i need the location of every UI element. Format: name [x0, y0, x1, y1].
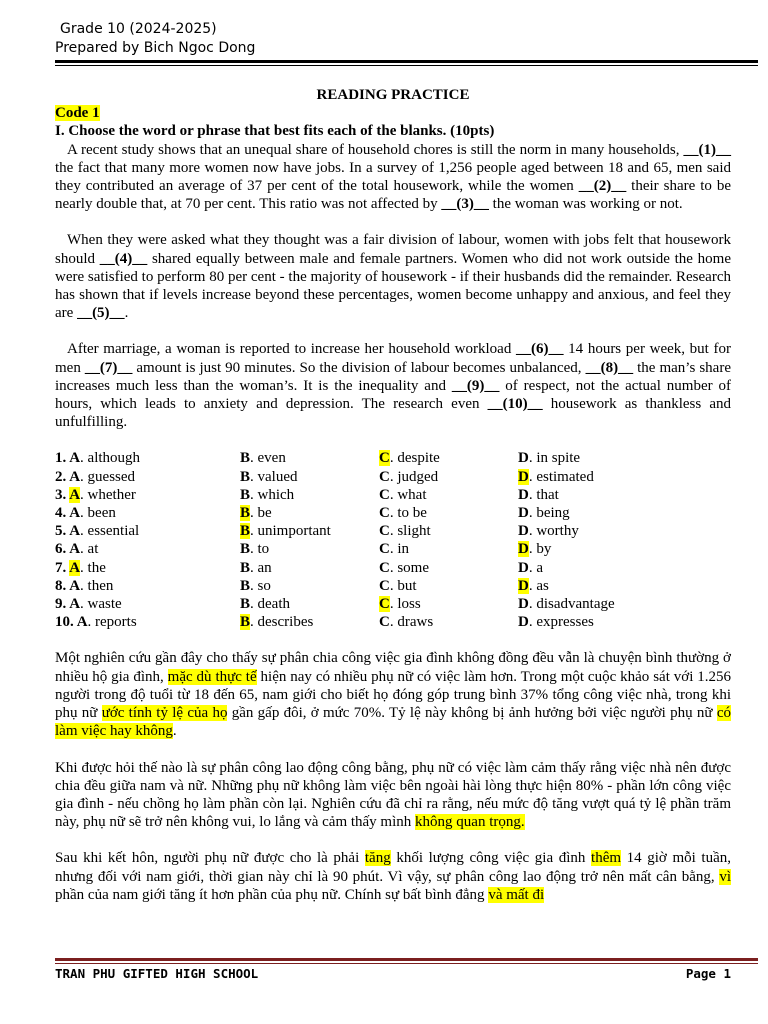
option-cell: [518, 486, 718, 504]
option-row: [55, 559, 718, 577]
option-text: . judged: [389, 468, 439, 485]
option-text: . to be: [389, 505, 427, 522]
option-row: [55, 449, 718, 467]
option-letter: A: [76, 614, 88, 631]
passage-paragraph: [55, 340, 731, 431]
option-cell: [55, 522, 240, 540]
text-run: the man’s share increases much less than the woman’s. It is the inequality and: [55, 359, 731, 394]
translation-paragraph: [55, 759, 731, 832]
highlighted-text: vì: [719, 868, 731, 885]
option-text: . even: [250, 450, 286, 467]
option-text: . waste: [80, 596, 122, 613]
option-text: . guessed: [80, 468, 136, 485]
option-letter: C: [379, 577, 390, 594]
option-text: . loss: [389, 596, 421, 613]
option-text: . although: [80, 450, 141, 467]
option-cell: [518, 449, 718, 467]
text-run: .: [172, 723, 177, 740]
page-footer: [55, 966, 731, 981]
option-text: . reports: [87, 614, 137, 631]
blank-marker: __(4)__: [99, 250, 148, 267]
option-letter: D: [518, 523, 529, 540]
option-letter: A: [69, 486, 81, 503]
option-cell: [518, 613, 718, 631]
option-text: . an: [250, 559, 272, 576]
highlighted-text: không quan trọng.: [415, 814, 525, 831]
section-title: I. Choose the word or phrase that best fits each of the blanks. (10pts): [55, 123, 495, 140]
option-letter: D: [518, 541, 529, 558]
option-letter: C: [379, 541, 390, 558]
option-text: . at: [80, 541, 99, 558]
option-letter: D: [518, 596, 529, 613]
option-text: . valued: [250, 468, 298, 485]
option-cell: [240, 613, 379, 631]
option-cell: [518, 468, 718, 486]
option-text: . then: [80, 577, 114, 594]
option-text: . by: [528, 541, 552, 558]
option-letter: C: [379, 450, 390, 467]
option-cell: [518, 595, 718, 613]
highlighted-text: có làm việc hay không: [55, 705, 731, 740]
text-run: 14 hours per week, but for men: [55, 341, 731, 376]
question-number: 5.: [55, 523, 70, 540]
footer-rule-thin: [55, 963, 758, 964]
highlighted-text: và mất đi: [488, 886, 545, 903]
header-grade: Grade 10 (2024-2025): [60, 21, 217, 37]
option-text: . slight: [389, 523, 431, 540]
header-rule-thin: [55, 65, 758, 66]
option-cell: [240, 468, 379, 486]
footer-school: TRAN PHU GIFTED HIGH SCHOOL: [55, 966, 259, 981]
option-text: . describes: [250, 614, 314, 631]
option-letter: B: [240, 505, 251, 522]
option-cell: [379, 486, 518, 504]
option-letter: D: [518, 450, 529, 467]
text-run: 14 giờ mỗi tuần, nhưng đối với nam giới, thời gian này chỉ là 90 phút. Vì vậy, sự phân công lao động trở nên mất cân bằng,: [55, 850, 731, 885]
option-letter: B: [240, 577, 251, 594]
question-number: 1.: [55, 450, 70, 467]
option-cell: [240, 522, 379, 540]
blank-marker: __(2)__: [578, 178, 627, 195]
option-letter: A: [69, 559, 81, 576]
spacer: [55, 631, 731, 649]
option-letter: A: [69, 523, 81, 540]
translation-paragraph: [55, 649, 731, 740]
option-text: . disadvantage: [528, 596, 615, 613]
option-letter: C: [379, 559, 390, 576]
option-cell: [518, 559, 718, 577]
text-run: Một nghiên cứu gần đây cho thấy sự phân chia công việc gia đình không đồng đều vẫn là chuyện bình thường ở nhiều hộ gia đình,: [55, 650, 731, 685]
options-table: [55, 449, 718, 631]
text-run: A recent study shows that an unequal share of household chores is still the norm in many households,: [67, 141, 684, 158]
option-letter: D: [518, 486, 529, 503]
option-text: . in spite: [528, 450, 581, 467]
option-letter: B: [240, 523, 251, 540]
option-cell: [240, 486, 379, 504]
option-text: . which: [250, 486, 295, 503]
option-text: . worthy: [528, 523, 579, 540]
option-cell: [240, 449, 379, 467]
text-run: Khi được hỏi thế nào là sự phân công lao động công bằng, phụ nữ có việc làm cảm thấy rằng việc nhà nên được chia đều giữa nam và nữ. Những phụ nữ không làm việc bên ngoài hài lòng thực hiện 80% - phần lớn công việc gia đình - nếu chồng họ làm phần còn lại. Nghiên cứu đã chỉ ra rằng, nếu mức độ tăng vượt quá tỷ lệ phần trăm này, phụ nữ sẽ trở nên không vui, lo lắng và cảm thấy mình: [55, 759, 731, 831]
option-letter: D: [518, 468, 529, 485]
highlighted-text: mặc dù thực tế: [167, 668, 257, 685]
option-text: . what: [389, 486, 427, 503]
question-number: 6.: [55, 541, 70, 558]
question-number: 4.: [55, 505, 70, 522]
option-letter: B: [240, 468, 251, 485]
option-cell: [379, 595, 518, 613]
option-letter: B: [240, 614, 251, 631]
option-text: . but: [389, 577, 417, 594]
translation-paragraph: [55, 849, 731, 904]
question-number: 9.: [55, 596, 70, 613]
spacer: [55, 431, 731, 449]
option-letter: C: [379, 614, 390, 631]
passage-paragraph: [55, 141, 731, 214]
option-letter: C: [379, 505, 390, 522]
text-run: Sau khi kết hôn, người phụ nữ được cho là phải: [55, 850, 365, 867]
option-cell: [379, 468, 518, 486]
option-cell: [379, 522, 518, 540]
option-cell: [55, 559, 240, 577]
option-cell: [55, 486, 240, 504]
option-cell: [518, 540, 718, 558]
option-cell: [55, 613, 240, 631]
option-text: . as: [528, 577, 549, 594]
text-run: the woman was working or not.: [488, 196, 683, 213]
option-letter: A: [69, 596, 81, 613]
blank-marker: __(7)__: [84, 359, 133, 376]
option-letter: C: [379, 523, 390, 540]
text-run: After marriage, a woman is reported to increase her household workload: [67, 341, 516, 358]
option-row: [55, 522, 718, 540]
option-letter: A: [69, 450, 81, 467]
highlighted-text: ước tính tỷ lệ của họ: [101, 705, 228, 722]
option-cell: [379, 559, 518, 577]
option-letter: B: [240, 450, 251, 467]
option-letter: D: [518, 577, 529, 594]
option-text: . in: [389, 541, 410, 558]
page-header: [55, 20, 255, 58]
spacer: [55, 831, 731, 849]
option-cell: [55, 540, 240, 558]
option-cell: [518, 577, 718, 595]
highlighted-text: thêm: [591, 850, 622, 867]
header-rule-thick: [55, 60, 758, 63]
option-text: . estimated: [528, 468, 594, 485]
option-text: . to: [250, 541, 270, 558]
text-run: gần gấp đôi, ở mức 70%. Tỷ lệ này không bị ảnh hưởng bởi việc người phụ nữ: [227, 705, 717, 722]
option-cell: [55, 595, 240, 613]
option-letter: A: [69, 541, 81, 558]
blank-marker: __(1)__: [683, 141, 731, 158]
question-number: 8.: [55, 577, 70, 594]
option-text: . the: [80, 559, 106, 576]
option-cell: [379, 540, 518, 558]
option-text: . been: [80, 505, 116, 522]
option-row: [55, 468, 718, 486]
option-letter: B: [240, 486, 251, 503]
option-letter: C: [379, 468, 390, 485]
option-row: [55, 613, 718, 631]
text-run: the fact that many more women now have jobs. In a survey of 1,256 people aged between 18 and 65, men said they contributed an average of 37 per cent of the total housework, while the women: [55, 159, 731, 195]
spacer: [55, 322, 731, 340]
option-cell: [518, 504, 718, 522]
option-cell: [55, 504, 240, 522]
option-cell: [379, 613, 518, 631]
option-cell: [55, 468, 240, 486]
option-text: . expresses: [528, 614, 594, 631]
option-cell: [55, 577, 240, 595]
reading-passage: [55, 141, 731, 432]
question-number: 10.: [55, 614, 77, 631]
spacer: [55, 213, 731, 231]
option-text: . some: [389, 559, 430, 576]
option-row: [55, 577, 718, 595]
blank-marker: __(8)__: [585, 359, 634, 376]
option-cell: [379, 449, 518, 467]
option-cell: [240, 504, 379, 522]
option-text: . whether: [80, 486, 136, 503]
code-label-text: Code 1: [55, 105, 100, 122]
text-run: housework as thankless and unfulfilling.: [55, 396, 731, 431]
passage-paragraph: [55, 231, 731, 322]
document-body: [55, 86, 731, 904]
option-cell: [55, 449, 240, 467]
option-text: . unimportant: [250, 523, 331, 540]
option-letter: C: [379, 596, 390, 613]
code-label: [55, 104, 731, 122]
option-cell: [379, 577, 518, 595]
option-text: . a: [528, 559, 544, 576]
option-cell: [518, 522, 718, 540]
blank-marker: __(6)__: [516, 341, 564, 358]
option-cell: [240, 540, 379, 558]
option-letter: D: [518, 614, 529, 631]
text-run: phần của nam giới tăng ít hơn phần của phụ nữ. Chính sự bất bình đẳng: [55, 886, 489, 903]
text-run: hiện nay có nhiều phụ nữ có việc làm hơn. Trong một cuộc khảo sát với 1.256 người trong độ tuổi từ 18 đến 65, nam giới cho biết họ đóng góp trung bình 37% tổng công việc nhà, trong khi phụ nữ: [55, 668, 732, 722]
option-row: [55, 595, 718, 613]
question-number: 2.: [55, 468, 70, 485]
text-run: of respect, not the actual number of hours, which leads to anxiety and depression. The research even: [55, 377, 731, 413]
blank-marker: __(5)__: [77, 305, 125, 322]
blank-marker: __(9)__: [451, 377, 500, 394]
question-number: 7.: [55, 559, 70, 576]
text-run: When they were asked what they thought was a fair division of labour, women with jobs felt that housework should: [55, 232, 731, 267]
option-letter: B: [240, 559, 251, 576]
option-letter: A: [69, 505, 81, 522]
option-text: . so: [250, 577, 271, 594]
option-letter: A: [69, 577, 81, 594]
option-text: . draws: [389, 614, 434, 631]
page-title: READING PRACTICE: [316, 87, 470, 103]
option-letter: B: [240, 596, 251, 613]
option-text: . despite: [389, 450, 440, 467]
option-cell: [240, 577, 379, 595]
text-run: their share to be nearly double that, at 70 per cent. This ratio was not affected by: [55, 178, 731, 213]
option-text: . essential: [80, 523, 140, 540]
option-letter: D: [518, 505, 529, 522]
question-number: 3.: [55, 486, 70, 503]
option-cell: [379, 504, 518, 522]
option-letter: C: [379, 486, 390, 503]
option-letter: A: [69, 468, 81, 485]
option-text: . be: [250, 505, 272, 522]
option-row: [55, 504, 718, 522]
blank-marker: __(3)__: [441, 196, 489, 213]
footer-rule-thick: [55, 958, 758, 961]
option-letter: D: [518, 559, 529, 576]
option-cell: [240, 595, 379, 613]
option-text: . death: [250, 596, 290, 613]
header-author: Prepared by Bich Ngoc Dong: [55, 40, 256, 56]
option-cell: [240, 559, 379, 577]
translation-passage: [55, 649, 731, 903]
option-row: [55, 486, 718, 504]
option-text: . being: [528, 505, 570, 522]
text-run: shared equally between male and female partners. Women who did not work outside the home were satisfied to perform 80 per cent - the majority of housework - if their husbands did the remainder. Research has shown that if levels increase beyond these percentages, women become unhappy and anxious, and feel they are: [55, 250, 731, 322]
option-row: [55, 540, 718, 558]
option-letter: B: [240, 541, 251, 558]
blank-marker: __(10)__: [487, 396, 543, 413]
text-run: khối lượng công việc gia đình: [390, 850, 592, 867]
option-text: . that: [528, 486, 559, 503]
text-run: .: [124, 305, 129, 322]
spacer: [55, 741, 731, 759]
footer-page-number: Page 1: [685, 966, 731, 981]
highlighted-text: tăng: [364, 850, 391, 867]
text-run: amount is just 90 minutes. So the division of labour becomes unbalanced,: [132, 359, 586, 376]
